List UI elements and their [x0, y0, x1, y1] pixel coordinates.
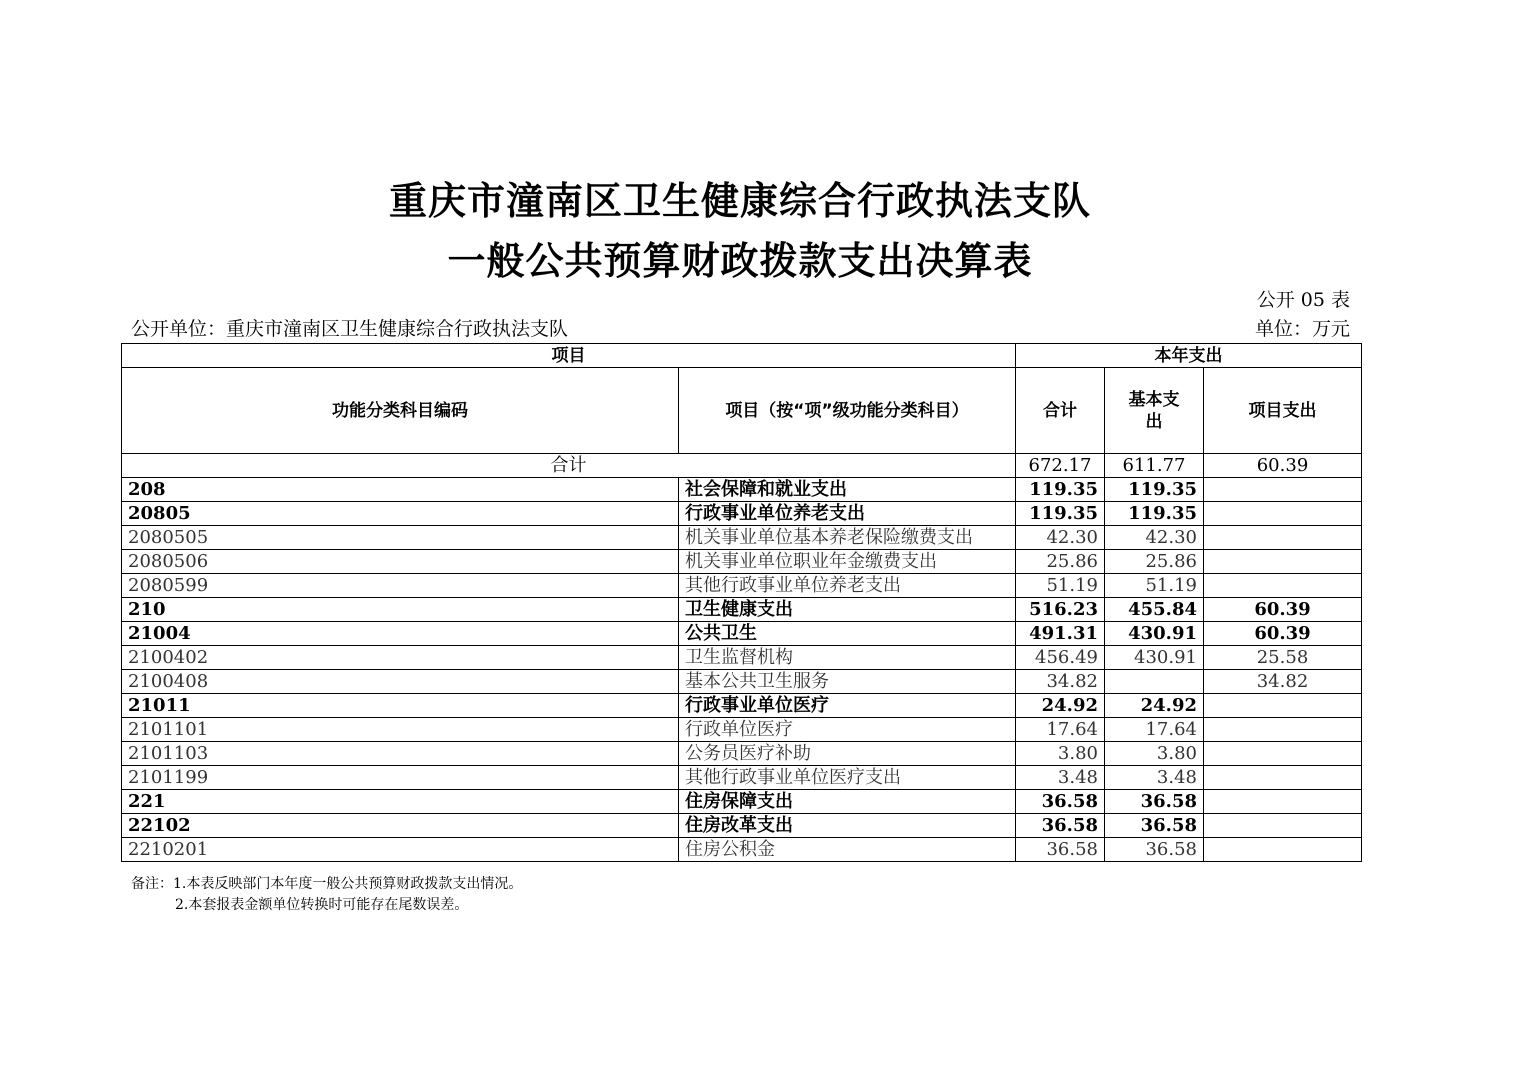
- row-code: 2101103: [122, 742, 679, 766]
- row-project: [1204, 526, 1362, 550]
- row-total: 34.82: [1016, 670, 1105, 694]
- row-total: 25.86: [1016, 550, 1105, 574]
- row-basic: 119.35: [1105, 502, 1204, 526]
- row-name: 住房改革支出: [679, 814, 1016, 838]
- form-number: 公开 05 表: [1256, 289, 1350, 311]
- total-label: 合计: [122, 454, 1016, 478]
- header-project: 项目: [122, 344, 1016, 368]
- row-name: 卫生健康支出: [679, 598, 1016, 622]
- row-basic: 3.48: [1105, 766, 1204, 790]
- row-basic: 17.64: [1105, 718, 1204, 742]
- note-1: 备注：1.本表反映部门本年度一般公共预算财政拨款支出情况。: [131, 876, 523, 892]
- row-basic: 24.92: [1105, 694, 1204, 718]
- table-row: [122, 790, 1362, 814]
- row-total: 51.19: [1016, 574, 1105, 598]
- row-code: 2101199: [122, 766, 679, 790]
- table-row: [122, 814, 1362, 838]
- row-name: 行政事业单位医疗: [679, 694, 1016, 718]
- row-project: [1204, 694, 1362, 718]
- row-total: 3.48: [1016, 766, 1105, 790]
- header-basic: 基本支出: [1105, 368, 1204, 454]
- row-basic: 36.58: [1105, 814, 1204, 838]
- row-basic: 430.91: [1105, 646, 1204, 670]
- table-row: [122, 646, 1362, 670]
- row-total: 491.31: [1016, 622, 1105, 646]
- table-row: [122, 742, 1362, 766]
- row-basic: 51.19: [1105, 574, 1204, 598]
- table-row: [122, 478, 1362, 502]
- row-code: 21011: [122, 694, 679, 718]
- row-total: 456.49: [1016, 646, 1105, 670]
- row-total: 36.58: [1016, 838, 1105, 862]
- row-code: 2100408: [122, 670, 679, 694]
- header-year-expense: 本年支出: [1016, 344, 1362, 368]
- table-row: [122, 622, 1362, 646]
- page-subtitle: 一般公共预算财政拨款支出决算表: [447, 238, 1033, 283]
- header-item: 项目（按“项”级功能分类科目）: [679, 368, 1016, 454]
- row-code: 21004: [122, 622, 679, 646]
- reporting-unit: 公开单位：重庆市潼南区卫生健康综合行政执法支队: [131, 318, 569, 340]
- row-code: 208: [122, 478, 679, 502]
- row-basic: 36.58: [1105, 790, 1204, 814]
- row-project: 34.82: [1204, 670, 1362, 694]
- row-name: 公务员医疗补助: [679, 742, 1016, 766]
- row-name: 其他行政事业单位养老支出: [679, 574, 1016, 598]
- header-row-1: [122, 344, 1362, 368]
- header-row-2: [122, 368, 1362, 454]
- table-row: [122, 574, 1362, 598]
- row-project: [1204, 550, 1362, 574]
- currency-unit: 单位：万元: [1254, 318, 1350, 340]
- row-project: 60.39: [1204, 622, 1362, 646]
- row-total: 3.80: [1016, 742, 1105, 766]
- header-total: 合计: [1016, 368, 1105, 454]
- row-code: 22102: [122, 814, 679, 838]
- table-row: [122, 550, 1362, 574]
- row-basic: 42.30: [1105, 526, 1204, 550]
- budget-table: [121, 343, 1362, 862]
- row-project: [1204, 478, 1362, 502]
- row-basic: 3.80: [1105, 742, 1204, 766]
- note-2: 2.本套报表金额单位转换时可能存在尾数误差。: [175, 897, 469, 913]
- row-total: 36.58: [1016, 790, 1105, 814]
- row-basic: 455.84: [1105, 598, 1204, 622]
- row-total: 36.58: [1016, 814, 1105, 838]
- row-basic: 119.35: [1105, 478, 1204, 502]
- row-code: 2080506: [122, 550, 679, 574]
- row-name: 公共卫生: [679, 622, 1016, 646]
- row-code: 221: [122, 790, 679, 814]
- page-title: 重庆市潼南区卫生健康综合行政执法支队: [388, 178, 1091, 223]
- row-project: 25.58: [1204, 646, 1362, 670]
- row-name: 卫生监督机构: [679, 646, 1016, 670]
- row-code: 2080505: [122, 526, 679, 550]
- row-project: [1204, 766, 1362, 790]
- row-basic: 430.91: [1105, 622, 1204, 646]
- row-project: 60.39: [1204, 598, 1362, 622]
- table-row: [122, 766, 1362, 790]
- row-project: [1204, 814, 1362, 838]
- row-total: 516.23: [1016, 598, 1105, 622]
- header-project-expense: 项目支出: [1204, 368, 1362, 454]
- row-total: 24.92: [1016, 694, 1105, 718]
- row-total: 17.64: [1016, 718, 1105, 742]
- row-project: [1204, 718, 1362, 742]
- row-total: 119.35: [1016, 478, 1105, 502]
- row-name: 机关事业单位基本养老保险缴费支出: [679, 526, 1016, 550]
- row-name: 其他行政事业单位医疗支出: [679, 766, 1016, 790]
- table-row: [122, 502, 1362, 526]
- row-project: [1204, 502, 1362, 526]
- row-basic: [1105, 670, 1204, 694]
- row-code: 210: [122, 598, 679, 622]
- header-code: 功能分类科目编码: [122, 368, 679, 454]
- row-name: 住房公积金: [679, 838, 1016, 862]
- row-code: 20805: [122, 502, 679, 526]
- row-code: 2100402: [122, 646, 679, 670]
- row-basic: 25.86: [1105, 550, 1204, 574]
- row-project: [1204, 790, 1362, 814]
- row-project: [1204, 574, 1362, 598]
- table-row: [122, 670, 1362, 694]
- row-total: 119.35: [1016, 502, 1105, 526]
- row-project: [1204, 838, 1362, 862]
- total-amount: 672.17: [1016, 454, 1105, 478]
- row-code: 2080599: [122, 574, 679, 598]
- table-row: [122, 694, 1362, 718]
- row-name: 机关事业单位职业年金缴费支出: [679, 550, 1016, 574]
- row-name: 行政单位医疗: [679, 718, 1016, 742]
- total-row: [122, 454, 1362, 478]
- table-row: [122, 526, 1362, 550]
- row-total: 42.30: [1016, 526, 1105, 550]
- row-name: 基本公共卫生服务: [679, 670, 1016, 694]
- row-code: 2101101: [122, 718, 679, 742]
- row-basic: 36.58: [1105, 838, 1204, 862]
- table-row: [122, 718, 1362, 742]
- row-project: [1204, 742, 1362, 766]
- table-row: [122, 838, 1362, 862]
- row-name: 社会保障和就业支出: [679, 478, 1016, 502]
- row-code: 2210201: [122, 838, 679, 862]
- total-basic: 611.77: [1105, 454, 1204, 478]
- table-row: [122, 598, 1362, 622]
- row-name: 住房保障支出: [679, 790, 1016, 814]
- row-name: 行政事业单位养老支出: [679, 502, 1016, 526]
- total-project: 60.39: [1204, 454, 1362, 478]
